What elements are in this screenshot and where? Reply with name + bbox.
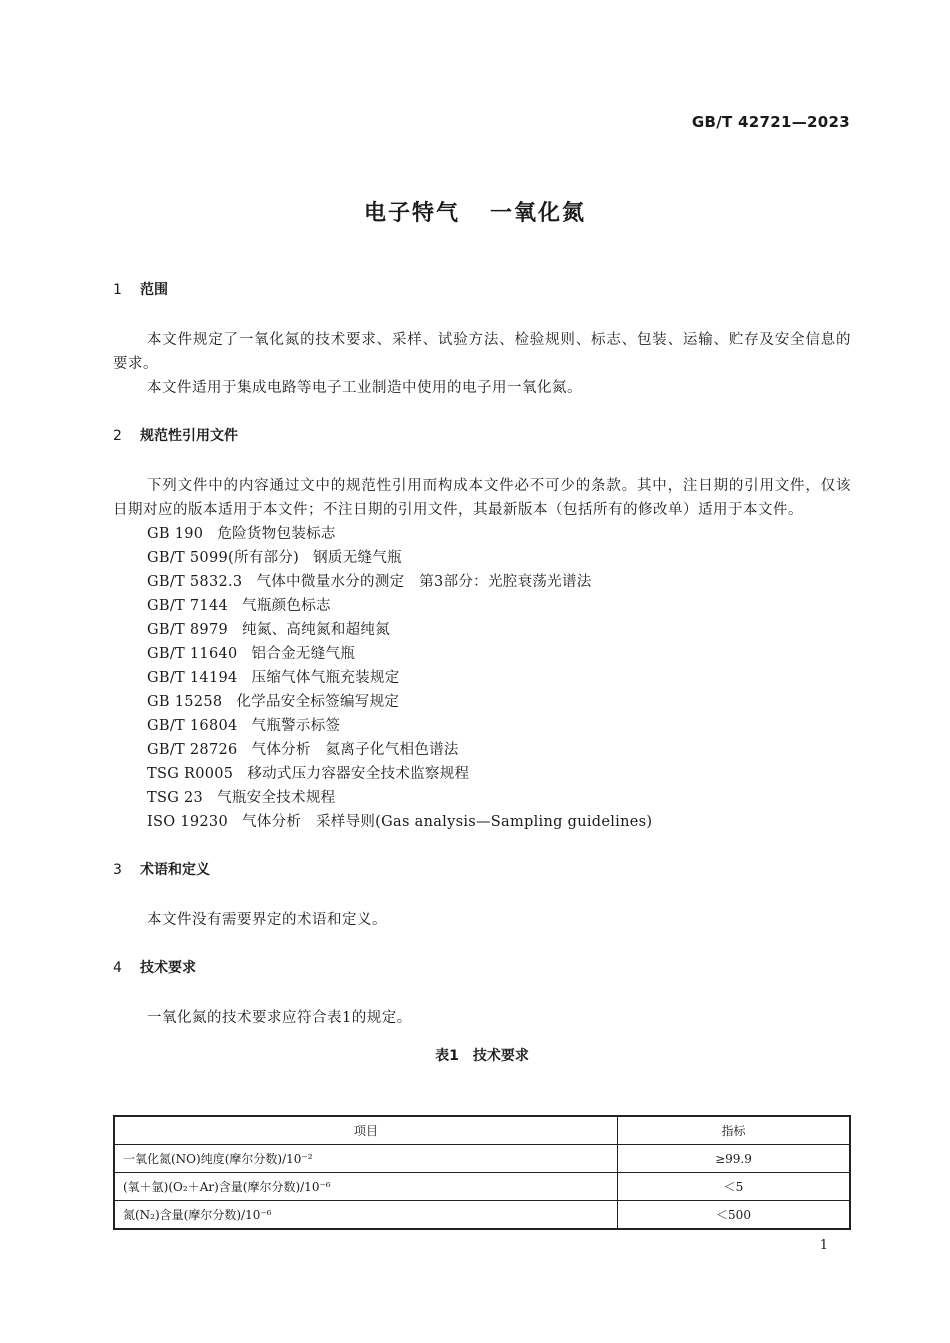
section-number: 4 [113,960,122,976]
cell-item: 氮(N₂)含量(摩尔分数)/10⁻⁶ [114,1201,618,1230]
reference-code: GB 190 [147,526,204,542]
section-number: 3 [113,862,122,878]
table-row [114,1145,850,1173]
reference-name: 铝合金无缝气瓶 [251,646,356,662]
section-heading-tech [113,956,851,980]
reference-name: 气瓶颜色标志 [242,598,331,614]
reference-code: GB/T 28726 [147,742,238,758]
reference-item [113,522,851,546]
reference-name: 纯氮、高纯氮和超纯氮 [242,622,391,638]
header-value: 指标 [618,1116,851,1145]
reference-code: GB/T 5099(所有部分) [147,550,300,566]
requirements-table [113,1115,851,1230]
cell-value: ＜5 [618,1173,851,1201]
reference-name: 危险货物包装标志 [217,526,336,542]
reference-item [113,786,851,810]
section-title: 术语和定义 [140,862,210,878]
standard-number: GB/T 42721—2023 [691,113,850,131]
reference-name: 钢质无缝气瓶 [313,550,402,566]
section-number: 2 [113,428,122,444]
title-part2: 一氧化氮 [490,201,587,226]
document-title [0,196,950,227]
reference-item [113,714,851,738]
table-row [114,1173,850,1201]
reference-code: GB/T 11640 [147,646,238,662]
reference-item [113,570,851,594]
section-title: 范围 [140,282,168,298]
reference-name: 气体中微量水分的测定 第3部分：光腔衰荡光谱法 [256,574,592,590]
section-heading-normative [113,424,851,448]
reference-code: TSG R0005 [147,766,234,782]
reference-name: 移动式压力容器安全技术监察规程 [247,766,470,782]
reference-code: ISO 19230 [147,814,228,830]
document-body [113,278,851,1068]
reference-item [113,546,851,570]
table-title: 技术要求 [472,1048,529,1064]
table-caption [113,1044,851,1068]
section-heading-scope [113,278,851,302]
reference-item [113,618,851,642]
reference-name: 气瓶警示标签 [251,718,341,734]
section-heading-terms [113,858,851,882]
table-header-row [114,1116,850,1145]
reference-name: 化学品安全标签编写规定 [236,694,400,710]
table-row [114,1201,850,1230]
reference-item [113,594,851,618]
title-part1: 电子特气 [363,201,460,226]
scope-paragraph-1: 本文件规定了一氧化氮的技术要求、采样、试验方法、检验规则、标志、包装、运输、贮存及安全信息的要求。 [113,332,851,372]
reference-item [113,810,851,834]
reference-name: 气体分析 采样导则(Gas analysis—Sampling guidelines) [241,814,653,830]
reference-name: 气瓶安全技术规程 [217,790,336,806]
reference-item [113,690,851,714]
reference-item [113,642,851,666]
reference-item [113,762,851,786]
reference-name: 压缩气体气瓶充装规定 [251,670,400,686]
tech-paragraph: 一氧化氮的技术要求应符合表1的规定。 [147,1010,412,1026]
cell-value: ＜500 [618,1201,851,1230]
scope-paragraph-2: 本文件适用于集成电路等电子工业制造中使用的电子用一氧化氮。 [147,380,582,396]
header-item: 项目 [114,1116,618,1145]
reference-code: GB/T 5832.3 [147,574,243,590]
reference-code: GB/T 16804 [147,718,238,734]
terms-paragraph: 本文件没有需要界定的术语和定义。 [147,912,387,928]
page-number: 1 [819,1238,828,1253]
reference-item [113,666,851,690]
cell-value: ≥99.9 [618,1145,851,1173]
reference-item [113,738,851,762]
cell-item: 一氧化氮(NO)纯度(摩尔分数)/10⁻² [114,1145,618,1173]
cell-item: (氧＋氩)(O₂＋Ar)含量(摩尔分数)/10⁻⁶ [114,1173,618,1201]
reference-list [113,522,851,834]
reference-code: TSG 23 [147,790,204,806]
section-title: 技术要求 [140,960,196,976]
reference-code: GB/T 7144 [147,598,229,614]
normative-intro: 下列文件中的内容通过文中的规范性引用而构成本文件必不可少的条款。其中，注日期的引用文件，仅该日期对应的版本适用于本文件；不注日期的引用文件，其最新版本（包括所有的修改单）适用于本文件。 [113,478,851,518]
reference-code: GB/T 8979 [147,622,229,638]
table-label: 表1 [435,1048,459,1064]
reference-code: GB/T 14194 [147,670,238,686]
section-title: 规范性引用文件 [140,428,238,444]
section-number: 1 [113,282,122,298]
reference-code: GB 15258 [147,694,223,710]
reference-name: 气体分析 氦离子化气相色谱法 [251,742,459,758]
